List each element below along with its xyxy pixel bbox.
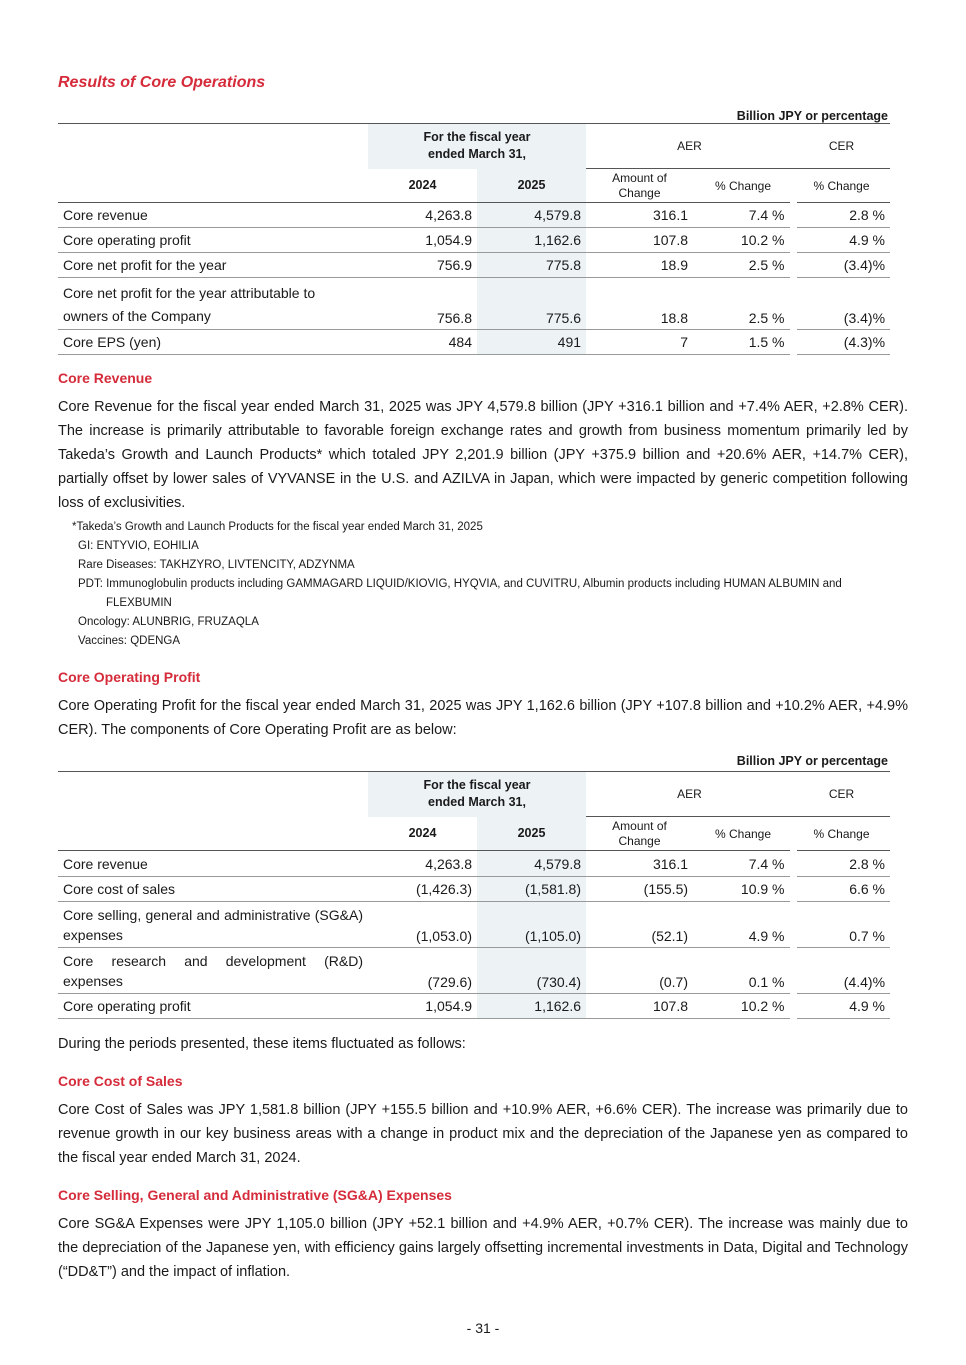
value-2024: (1,426.3) xyxy=(368,877,477,902)
row-label: Core operating profit xyxy=(58,994,368,1019)
table2-units: Billion JPY or percentage xyxy=(736,754,888,768)
aer-pct: 1.5 % xyxy=(693,330,793,355)
core-revenue-body: Core Revenue for the fiscal year ended March 31, 2025 was JPY 4,579.8 billion (JPY +316.1 billion and +7.4% AER, +2.8% CER). The increase is primarily attributable to favorable foreign exchange rates and growth from business momentum primarily led by Takeda’s Growth and Launch Products* which totaled JPY 2,201.9 billion (JPY +375.9 billion and +20.6% AER, +14.7% CER), partially offset by lower sales of VYVANSE in the U.S. and AZILVA in Japan, which were impacted by generic competition following loss of exclusivities. xyxy=(58,399,908,511)
core-operating-profit-heading: Core Operating Profit xyxy=(58,669,201,685)
amount-of-change-header: Amount of Change xyxy=(612,818,667,848)
year-2024-header: 2024 xyxy=(408,178,437,193)
cer-pct-change-header: % Change xyxy=(813,826,870,841)
aer-pct: 2.5 % xyxy=(693,253,793,278)
value-2025: 775.8 xyxy=(477,253,586,278)
amount-change: 107.8 xyxy=(586,228,693,253)
value-2025: 4,579.8 xyxy=(477,203,586,228)
table-row xyxy=(58,253,890,278)
aer-pct: 2.5 % xyxy=(693,278,793,330)
cer-pct: (3.4)% xyxy=(793,253,890,278)
footnote-gi: GI: ENTYVIO, EOHILIA xyxy=(78,540,199,552)
table-row xyxy=(58,851,890,877)
table-row xyxy=(58,330,890,355)
core-operating-profit-body: Core Operating Profit for the fiscal year ended March 31, 2025 was JPY 1,162.6 billion (JPY +107.8 billion and +10.2% AER, +4.9% CER). The components of Core Operating Profit are as below: xyxy=(58,698,908,738)
section-title: Results of Core Operations xyxy=(58,74,266,91)
row-label: Core research and development (R&D) expenses xyxy=(58,948,368,994)
core-sga-body: Core SG&A Expenses were JPY 1,105.0 billion (JPY +52.1 billion and +4.9% AER, +0.7% CER). The increase was mainly due to the depreciation of the Japanese yen, with efficiency gains largely offsetting incremental investments in Data, Digital and Technology (“DD&T”) and the impact of inflation. xyxy=(58,1216,908,1280)
cer-pct: (4.4)% xyxy=(793,948,890,994)
growth-products-footnote xyxy=(72,518,908,651)
value-2024: 484 xyxy=(368,330,477,355)
value-2025: 775.6 xyxy=(477,278,586,330)
amount-change: (52.1) xyxy=(586,902,693,948)
cer-pct: 2.8 % xyxy=(793,203,890,228)
value-2024: 756.8 xyxy=(368,278,477,330)
table-row xyxy=(58,228,890,253)
row-label: Core selling, general and administrative (SG&A) expenses xyxy=(58,902,368,948)
value-2025: 491 xyxy=(477,330,586,355)
core-cost-of-sales-heading: Core Cost of Sales xyxy=(58,1073,183,1089)
operating-profit-components-table xyxy=(58,771,890,1019)
period-group-header: For the fiscal year ended March 31, xyxy=(368,124,586,169)
value-2025: (730.4) xyxy=(477,948,586,994)
footnote-rare-diseases: Rare Diseases: TAKHZYRO, LIVTENCITY, ADZYNMA xyxy=(78,559,355,571)
value-2024: 1,054.9 xyxy=(368,228,477,253)
row-label: Core cost of sales xyxy=(58,877,368,902)
cer-pct: 4.9 % xyxy=(793,228,890,253)
value-2025: 1,162.6 xyxy=(477,994,586,1019)
footnote-title: *Takeda’s Growth and Launch Products for the fiscal year ended March 31, 2025 xyxy=(72,521,483,533)
aer-pct-change-header: % Change xyxy=(714,826,772,841)
year-2025-header: 2025 xyxy=(477,169,586,203)
page-number: - 31 - xyxy=(466,1320,500,1336)
amount-change: 18.9 xyxy=(586,253,693,278)
cer-pct: 4.9 % xyxy=(793,994,890,1019)
fluctuation-intro: During the periods presented, these items fluctuated as follows: xyxy=(58,1036,466,1052)
value-2024: 1,054.9 xyxy=(368,994,477,1019)
cer-pct: 6.6 % xyxy=(793,877,890,902)
footnote-vaccines: Vaccines: QDENGA xyxy=(78,635,181,647)
table-row xyxy=(58,948,890,994)
aer-pct: 7.4 % xyxy=(693,851,793,877)
aer-pct-change-header: % Change xyxy=(714,178,772,193)
table-row xyxy=(58,902,890,948)
amount-change: (0.7) xyxy=(586,948,693,994)
value-2024: (1,053.0) xyxy=(368,902,477,948)
core-results-table xyxy=(58,123,890,355)
period-group-header: For the fiscal year ended March 31, xyxy=(368,772,586,817)
aer-header: AER xyxy=(586,772,793,817)
aer-header: AER xyxy=(586,124,793,169)
value-2025: 1,162.6 xyxy=(477,228,586,253)
value-2024: 4,263.8 xyxy=(368,851,477,877)
cer-pct-change-header: % Change xyxy=(813,178,870,193)
value-2024: (729.6) xyxy=(368,948,477,994)
amount-change: 7 xyxy=(586,330,693,355)
core-sga-heading: Core Selling, General and Administrative (SG&A) Expenses xyxy=(58,1187,452,1203)
value-2024: 4,263.8 xyxy=(368,203,477,228)
table-row xyxy=(58,278,890,330)
cer-header: CER xyxy=(793,772,890,817)
value-2025: (1,581.8) xyxy=(477,877,586,902)
amount-change: 18.8 xyxy=(586,278,693,330)
core-cost-of-sales-body: Core Cost of Sales was JPY 1,581.8 billion (JPY +155.5 billion and +10.9% AER, +6.6% CER). The increase was primarily due to revenue growth in our key business areas with a change in product mix and the depreciation of the Japanese yen as compared to the fiscal year ended March 31, 2024. xyxy=(58,1102,908,1166)
year-2024-header: 2024 xyxy=(408,826,437,841)
year-2025-header: 2025 xyxy=(477,817,586,851)
table1-units: Billion JPY or percentage xyxy=(736,109,888,123)
table-row xyxy=(58,877,890,902)
value-2025: 4,579.8 xyxy=(477,851,586,877)
row-label: Core net profit for the year attributable to owners of the Company xyxy=(58,278,368,330)
amount-of-change-header: Amount of Change xyxy=(612,170,667,200)
table-row xyxy=(58,994,890,1019)
cer-pct: (4.3)% xyxy=(793,330,890,355)
cer-pct: (3.4)% xyxy=(793,278,890,330)
cer-header: CER xyxy=(793,124,890,169)
footnote-pdt-cont: FLEXBUMIN xyxy=(106,597,172,609)
row-label: Core net profit for the year xyxy=(58,253,368,278)
aer-pct: 10.2 % xyxy=(693,994,793,1019)
amount-change: (155.5) xyxy=(586,877,693,902)
row-label: Core EPS (yen) xyxy=(58,330,368,355)
aer-pct: 7.4 % xyxy=(693,203,793,228)
footnote-pdt: PDT: Immunoglobulin products including GAMMAGARD LIQUID/KIOVIG, HYQVIA, and CUVITRU, Albumin products including HUMAN ALBUMIN and xyxy=(78,578,842,590)
amount-change: 107.8 xyxy=(586,994,693,1019)
core-revenue-heading: Core Revenue xyxy=(58,370,153,386)
amount-change: 316.1 xyxy=(586,851,693,877)
cer-pct: 0.7 % xyxy=(793,902,890,948)
aer-pct: 0.1 % xyxy=(693,948,793,994)
row-label: Core operating profit xyxy=(58,228,368,253)
value-2025: (1,105.0) xyxy=(477,902,586,948)
footnote-oncology: Oncology: ALUNBRIG, FRUZAQLA xyxy=(78,616,259,628)
aer-pct: 10.2 % xyxy=(693,228,793,253)
value-2024: 756.9 xyxy=(368,253,477,278)
row-label: Core revenue xyxy=(58,203,368,228)
aer-pct: 10.9 % xyxy=(693,877,793,902)
aer-pct: 4.9 % xyxy=(693,902,793,948)
amount-change: 316.1 xyxy=(586,203,693,228)
table-row xyxy=(58,203,890,228)
cer-pct: 2.8 % xyxy=(793,851,890,877)
row-label: Core revenue xyxy=(58,851,368,877)
